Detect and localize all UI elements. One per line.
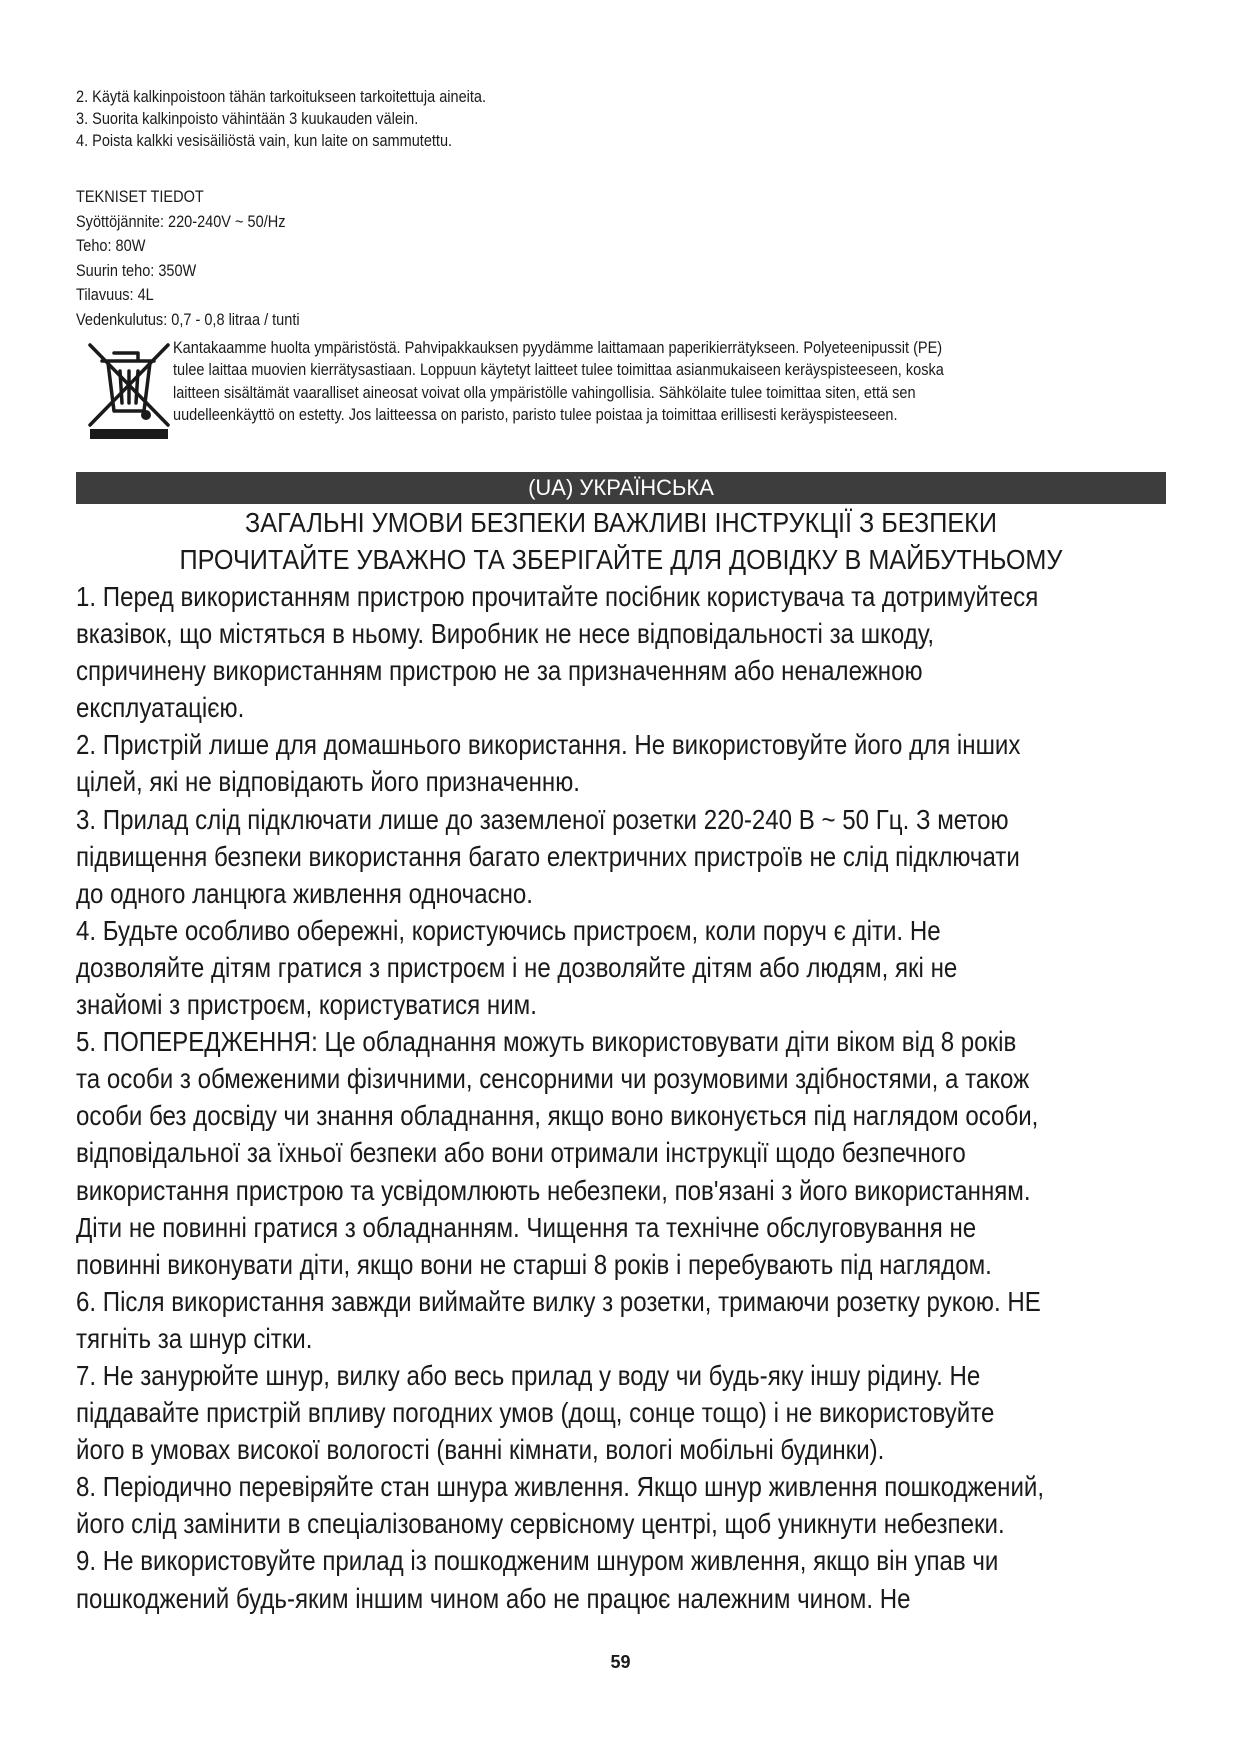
crossed-out-wheelie-bin-icon	[84, 341, 174, 441]
recycling-notice	[76, 333, 1166, 451]
instruction-line: 6. Після використання завжди виймайте вилку з розетки, тримаючи розетку рукою. НЕ	[76, 1285, 1041, 1317]
instruction-line: експлуатацією.	[76, 692, 245, 724]
recycling-text	[173, 337, 1193, 426]
instruction-line: до одного ланцюга живлення одночасно.	[76, 877, 534, 909]
ukrainian-safety-instructions	[76, 578, 1176, 1617]
safety-subheading: ПРОЧИТАЙТЕ УВАЖНО ТА ЗБЕРІГАЙТЕ ДЛЯ ДОВІДКУ В МАЙБУТНЬОМУ	[179, 544, 1063, 575]
instruction-line: повинні виконувати діти, якщо вони не старші 8 років і перебувають під наглядом.	[76, 1248, 992, 1280]
spec-max-power: Suurin teho: 350W	[76, 261, 197, 280]
recycling-line: uudelleenkäyttö on estetty. Jos laitteessa on paristo, paristo tulee poistaa ja toimittaa erillisesti keräyspisteeseen.	[173, 405, 898, 424]
instruction-line: 4. Будьте особливо обережні, користуючись пристроєм, коли поруч є діти. Не	[76, 914, 941, 946]
instruction-line: його слід замінити в спеціалізованому сервісному центрі, щоб уникнути небезпеки.	[76, 1508, 1005, 1540]
instruction-line: 1. Перед використанням пристрою прочитайте посібник користувача та дотримуйтеся	[76, 581, 1039, 612]
instruction-line: 7. Не занурюйте шнур, вилку або весь прилад у воду чи будь-яку іншу рідину. Не	[76, 1359, 981, 1391]
descaling-step: 2. Käytä kalkinpoistoon tähän tarkoitukseen tarkoitettuja aineita.	[76, 88, 487, 106]
instruction-line: 5. ПОПЕРЕДЖЕННЯ: Це обладнання можуть використовувати діти віком від 8 років	[76, 1026, 1017, 1058]
descaling-step: 3. Suorita kalkinpoisto vähintään 3 kuukauden välein.	[76, 110, 419, 128]
instruction-line: піддавайте пристрій впливу погодних умов (дощ, сонце тощо) і не використовуйте	[76, 1397, 995, 1429]
safety-headings	[76, 504, 1166, 578]
instruction-line: пошкоджений будь-яким іншим чином або не працює належним чином. Не	[76, 1582, 911, 1614]
instruction-line: особи без досвіду чи знання обладнання, якщо воно виконується під наглядом особи,	[76, 1100, 1039, 1132]
spec-voltage: Syöttöjännite: 220-240V ~ 50/Hz	[76, 212, 286, 231]
instruction-line: знайомі з пристроєм, користуватися ним.	[76, 989, 537, 1021]
instruction-line: тягніть за шнур сітки.	[76, 1322, 313, 1354]
descaling-step: 4. Poista kalkki vesisäiliöstä vain, kun laite on sammutettu.	[76, 132, 453, 150]
instruction-line: цілей, які не відповідають його призначенню.	[76, 766, 580, 798]
spec-power: Teho: 80W	[76, 237, 146, 255]
instruction-line: 8. Періодично перевіряйте стан шнура живлення. Якщо шнур живлення пошкоджений,	[76, 1471, 1045, 1503]
language-section-bar: (UA) УКРАЇНСЬКА	[76, 472, 1166, 504]
instruction-line: 3. Прилад слід підключати лише до заземленої розетки 220-240 В ~ 50 Гц. З метою	[76, 803, 1009, 835]
finnish-section	[76, 86, 1166, 451]
descaling-steps	[76, 86, 1166, 152]
spec-water-consumption: Vedenkulutus: 0,7 - 0,8 litraa / tunti	[76, 310, 300, 329]
recycling-line: laitteen sisältämät vaaralliset aineosat voivat olla ympäristölle vahingollisia. Sähkölaite tulee toimittaa siten, että sen	[173, 383, 916, 402]
specs-title: TEKNISET TIEDOT	[76, 188, 204, 206]
spec-capacity: Tilavuus: 4L	[76, 286, 154, 304]
instruction-line: вказівок, що містяться в ньому. Виробник не несе відповідальності за шкоду,	[76, 618, 935, 650]
instruction-line: 9. Не використовуйте прилад із пошкодженим шнуром живлення, якщо він упав чи	[76, 1545, 999, 1577]
instruction-line: спричинену використанням пристрою не за призначенням або неналежною	[76, 655, 923, 687]
instruction-line: відповідальної за їхньої безпеки або вони отримали інструкції щодо безпечного	[76, 1137, 966, 1169]
safety-heading: ЗАГАЛЬНІ УМОВИ БЕЗПЕКИ ВАЖЛИВІ ІНСТРУКЦІЇ З БЕЗПЕКИ	[245, 507, 997, 538]
instruction-line: та особи з обмеженими фізичними, сенсорними чи розумовими здібностями, а також	[76, 1063, 1030, 1095]
recycling-line: Kantakaamme huolta ympäristöstä. Pahvipakkauksen pyydämme laittamaan paperikierrätykseen. Polyeteenipussit (PE)	[173, 339, 943, 357]
page-number: 59	[610, 1652, 631, 1672]
instruction-line: 2. Пристрій лише для домашнього використання. Не використовуйте його для інших	[76, 729, 1021, 761]
instruction-line: Діти не повинні гратися з обладнанням. Чищення та технічне обслуговування не	[76, 1211, 977, 1243]
technical-specs	[76, 185, 1166, 332]
instruction-line: підвищення безпеки використання багато електричних пристроїв не слід підключати	[76, 840, 1020, 872]
instruction-line: дозволяйте дітям гратися з пристроєм і не дозволяйте дітям або людям, які не	[76, 951, 958, 983]
instruction-line: використання пристрою та усвідомлюють небезпеки, пов'язані з його використанням.	[76, 1174, 1031, 1206]
instruction-line: його в умовах високої вологості (ванні кімнати, вологі мобільні будинки).	[76, 1434, 885, 1466]
recycling-line: tulee laittaa muovien kierrätysastiaan. Loppuun käytetyt laitteet tulee toimittaa asianmukaiseen keräyspisteeseen, koska	[173, 361, 944, 380]
